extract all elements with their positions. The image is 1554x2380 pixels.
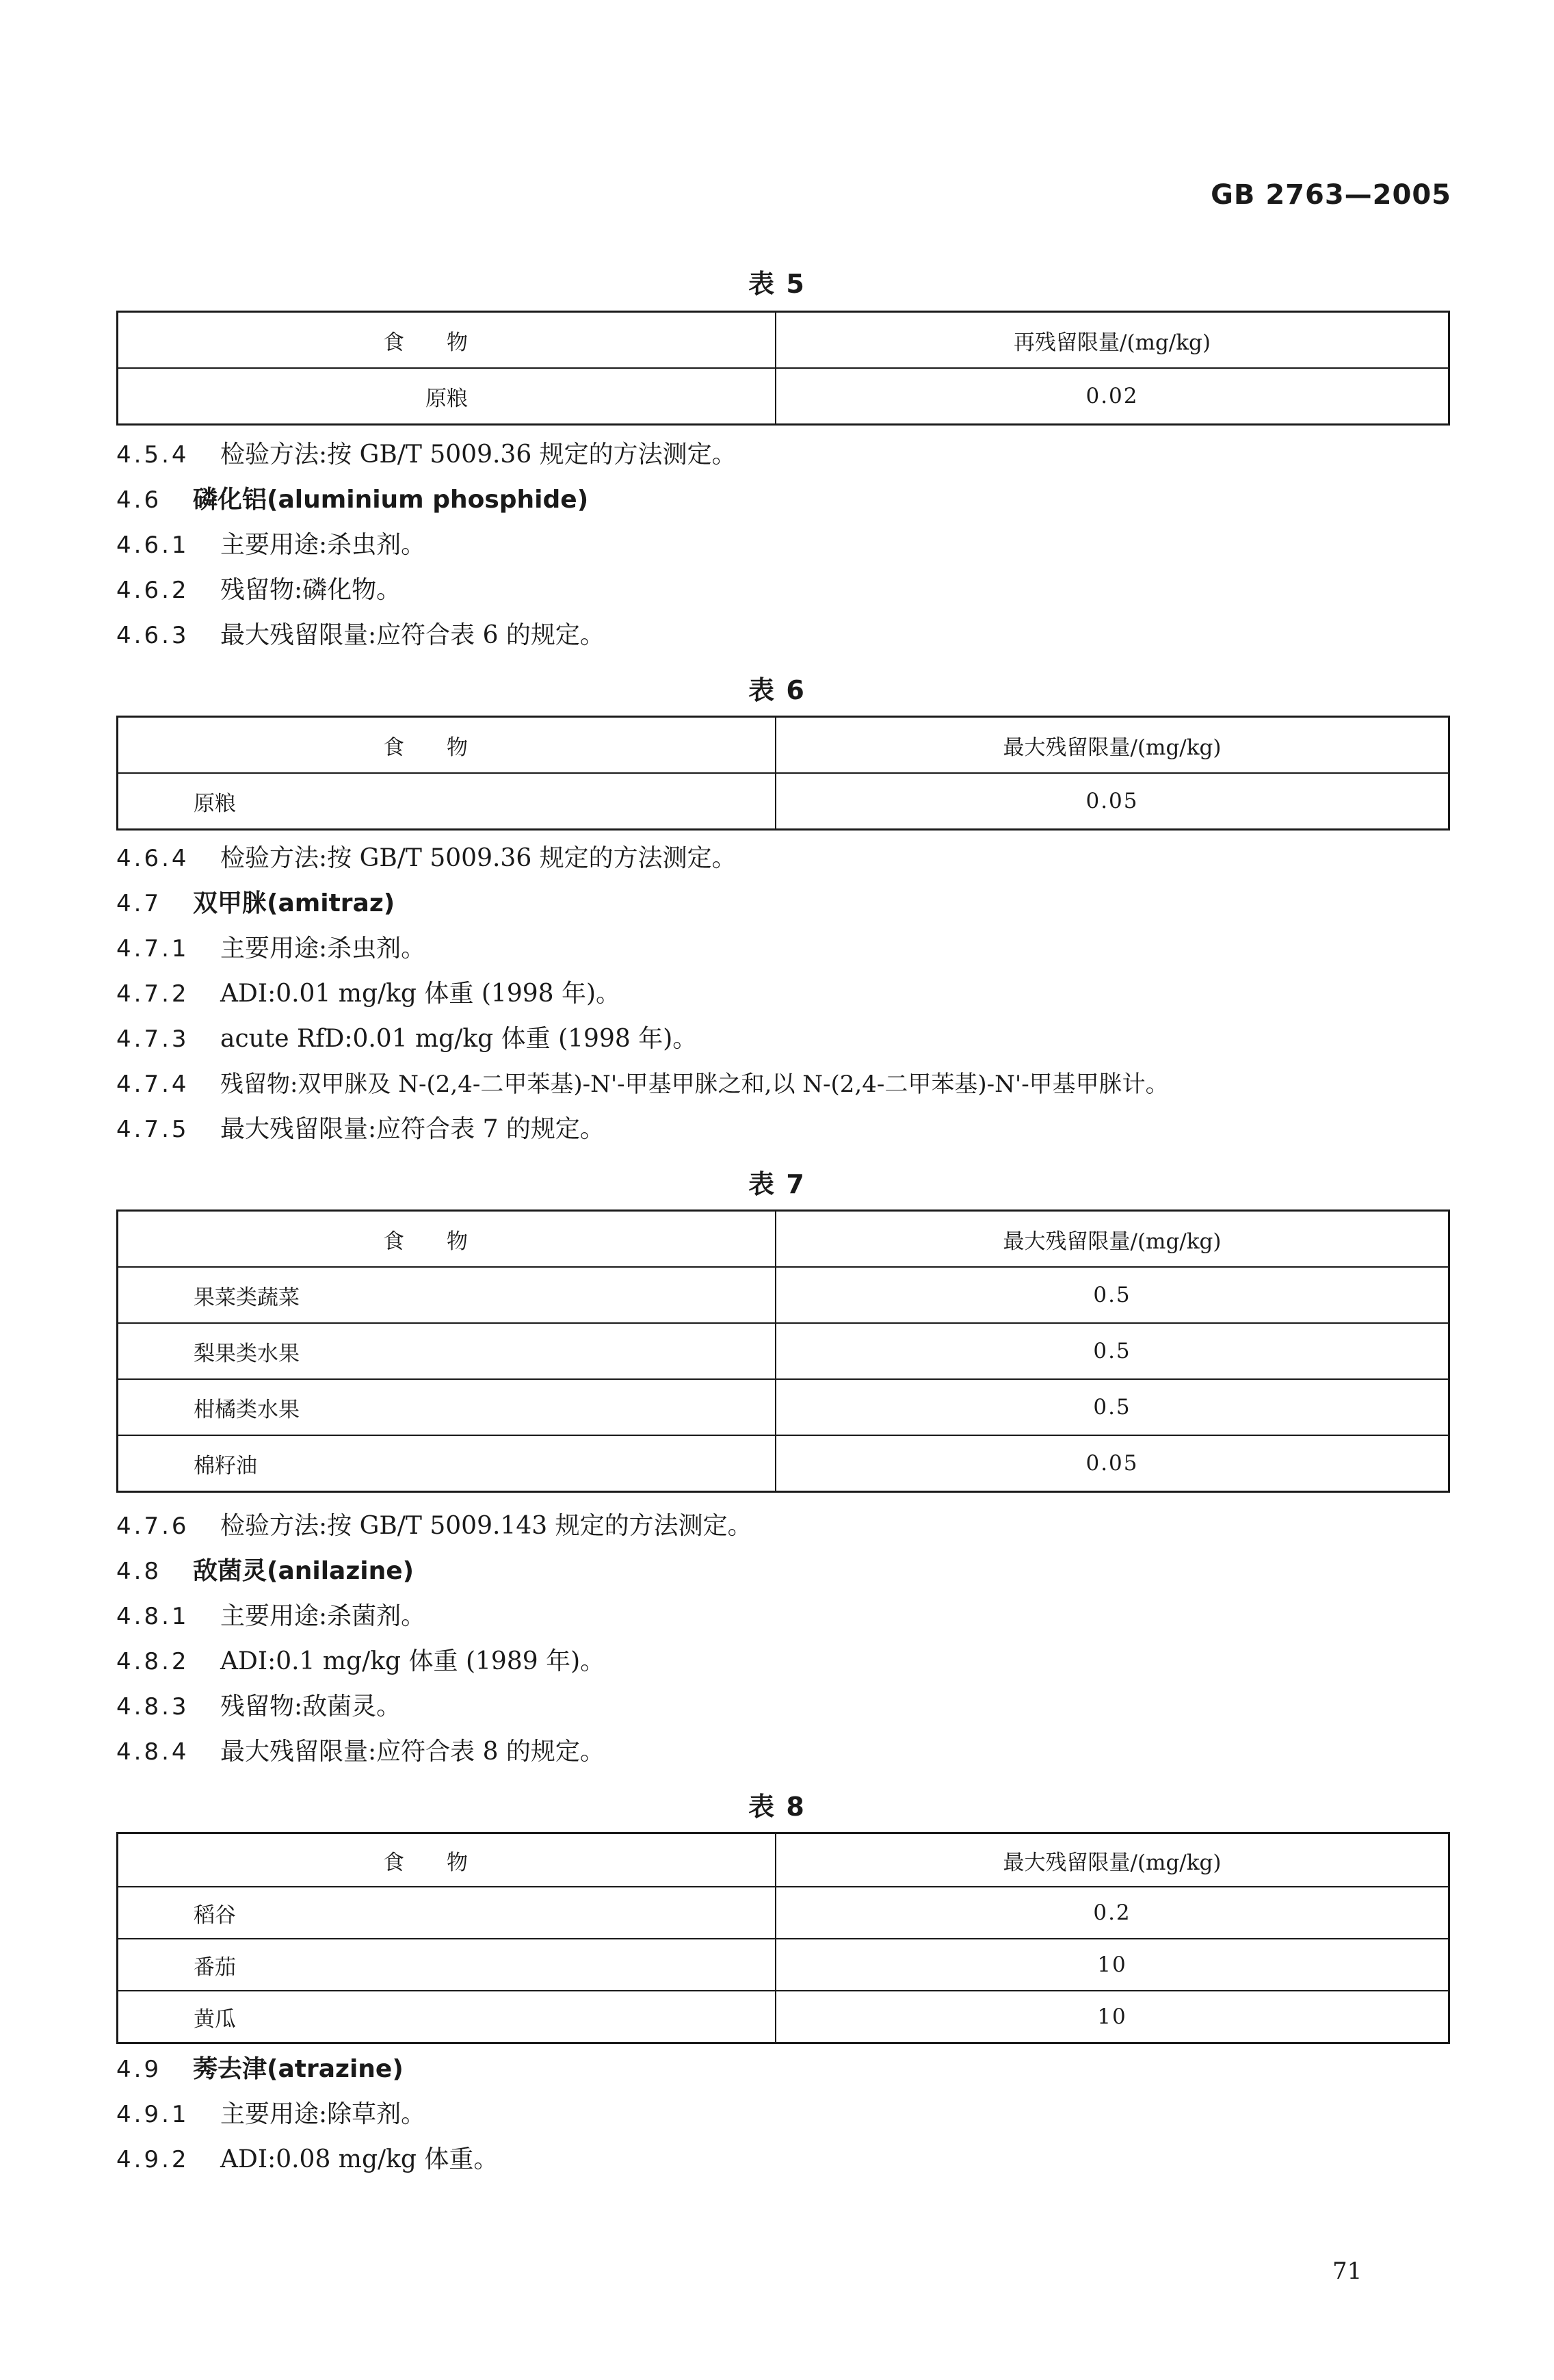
food-cell: 原粮 xyxy=(118,368,776,425)
clause-line xyxy=(116,2099,425,2130)
page-number: 71 xyxy=(1332,2258,1362,2285)
clause-text: 最大残留限量:应符合表 8 的规定。 xyxy=(220,1738,605,1766)
clause-line xyxy=(116,575,401,606)
food-cell: 梨果类水果 xyxy=(118,1323,776,1379)
section-title: 双甲脒(amitraz) xyxy=(193,889,395,917)
table-row xyxy=(118,1323,1449,1379)
value-cell: 0.02 xyxy=(776,368,1449,425)
table5 xyxy=(116,311,1450,426)
clause-text: 检验方法:按 GB/T 5009.36 规定的方法测定。 xyxy=(220,844,737,872)
clause-line xyxy=(116,1601,425,1632)
table5-caption: 表 5 xyxy=(748,269,806,299)
table7 xyxy=(116,1209,1450,1493)
table6 xyxy=(116,716,1450,831)
clause-number: 4.9.1 xyxy=(116,2101,189,2128)
clause-text: 最大残留限量:应符合表 7 的规定。 xyxy=(220,1115,605,1143)
clause-line xyxy=(116,843,737,874)
standard-number-header: GB 2763—2005 xyxy=(1211,179,1451,211)
clause-number: 4.8.2 xyxy=(116,1648,189,1675)
col-food-header: 食物 xyxy=(118,1211,776,1268)
value-cell: 0.05 xyxy=(776,773,1449,830)
clause-text: 检验方法:按 GB/T 5009.143 规定的方法测定。 xyxy=(220,1512,752,1540)
section-title: 敌菌灵(anilazine) xyxy=(193,1557,414,1585)
food-cell: 番茄 xyxy=(118,1939,776,1991)
section-number: 4.6 xyxy=(116,486,162,514)
clause-text: ADI:0.01 mg/kg 体重 (1998 年)。 xyxy=(220,980,621,1008)
clause-number: 4.7.6 xyxy=(116,1513,189,1540)
clause-number: 4.6.4 xyxy=(116,845,189,872)
value-cell: 0.5 xyxy=(776,1379,1449,1435)
clause-text: 最大残留限量:应符合表 6 的规定。 xyxy=(220,621,605,649)
table-header-row xyxy=(118,312,1449,369)
food-cell: 稻谷 xyxy=(118,1887,776,1939)
clause-number: 4.8.3 xyxy=(116,1693,189,1721)
clause-text: 主要用途:杀菌剂。 xyxy=(220,1602,426,1630)
value-cell: 0.05 xyxy=(776,1435,1449,1492)
clause-line xyxy=(116,1114,605,1145)
section-number: 4.7 xyxy=(116,890,162,917)
col-limit-header: 最大残留限量/(mg/kg) xyxy=(776,1833,1449,1887)
clause-line xyxy=(116,1691,401,1723)
clause-number: 4.7.3 xyxy=(116,1025,189,1053)
table7-caption: 表 7 xyxy=(748,1169,806,1199)
table-row xyxy=(118,1435,1449,1492)
table8-caption: 表 8 xyxy=(748,1792,806,1822)
clause-number: 4.7.4 xyxy=(116,1071,189,1098)
clause-number: 4.9.2 xyxy=(116,2146,189,2173)
section-heading xyxy=(116,484,588,516)
clause-line xyxy=(116,933,425,965)
table-row xyxy=(118,1267,1449,1323)
clause-line xyxy=(116,529,425,561)
clause-line xyxy=(116,1069,1169,1100)
clause-text: 主要用途:杀虫剂。 xyxy=(220,531,426,559)
table-header-row xyxy=(118,1833,1449,1887)
col-food-header: 食物 xyxy=(118,1833,776,1887)
food-cell: 黄瓜 xyxy=(118,1991,776,2043)
clause-text: 残留物:磷化物。 xyxy=(220,576,401,604)
clause-line xyxy=(116,1023,697,1055)
table-header-row xyxy=(118,717,1449,774)
table-row xyxy=(118,1939,1449,1991)
value-cell: 0.5 xyxy=(776,1267,1449,1323)
clause-line xyxy=(116,1646,605,1677)
clause-number: 4.7.2 xyxy=(116,980,189,1008)
table8 xyxy=(116,1832,1450,2044)
clause-number: 4.6.1 xyxy=(116,532,189,559)
clause-number: 4.8.1 xyxy=(116,1603,189,1630)
food-cell: 柑橘类水果 xyxy=(118,1379,776,1435)
table6-caption: 表 6 xyxy=(748,675,806,705)
section-number: 4.9 xyxy=(116,2056,162,2083)
clause-line xyxy=(116,1736,605,1768)
food-cell: 棉籽油 xyxy=(118,1435,776,1492)
table-row xyxy=(118,1379,1449,1435)
food-cell: 原粮 xyxy=(118,773,776,830)
section-number: 4.8 xyxy=(116,1558,162,1585)
clause-number: 4.6.2 xyxy=(116,577,189,604)
col-limit-header: 最大残留限量/(mg/kg) xyxy=(776,717,1449,774)
clause-text: 检验方法:按 GB/T 5009.36 规定的方法测定。 xyxy=(220,441,737,469)
food-cell: 果菜类蔬菜 xyxy=(118,1267,776,1323)
clause-line xyxy=(116,620,605,651)
table-row xyxy=(118,368,1449,425)
clause-number: 4.7.1 xyxy=(116,935,189,963)
value-cell: 10 xyxy=(776,1991,1449,2043)
clause-text: ADI:0.1 mg/kg 体重 (1989 年)。 xyxy=(220,1647,605,1675)
clause-text: 主要用途:除草剂。 xyxy=(220,2100,426,2128)
clause-number: 4.5.4 xyxy=(116,441,189,469)
clause-text: 残留物:敌菌灵。 xyxy=(220,1692,401,1721)
section-heading xyxy=(116,1556,414,1587)
col-food-header: 食物 xyxy=(118,312,776,369)
table-row xyxy=(118,1991,1449,2043)
table-row xyxy=(118,773,1449,830)
clause-line xyxy=(116,1511,752,1542)
value-cell: 0.5 xyxy=(776,1323,1449,1379)
col-limit-header: 再残留限量/(mg/kg) xyxy=(776,312,1449,369)
clause-text: 残留物:双甲脒及 N-(2,4-二甲苯基)-N'-甲基甲脒之和,以 N-(2,4-二甲苯基)-N'-甲基甲脒计。 xyxy=(220,1071,1169,1098)
value-cell: 0.2 xyxy=(776,1887,1449,1939)
value-cell: 10 xyxy=(776,1939,1449,1991)
col-food-header: 食物 xyxy=(118,717,776,774)
clause-line xyxy=(116,978,620,1010)
section-title: 莠去津(atrazine) xyxy=(193,2055,404,2083)
clause-line xyxy=(116,439,737,471)
clause-number: 4.6.3 xyxy=(116,622,189,649)
clause-text: acute RfD:0.01 mg/kg 体重 (1998 年)。 xyxy=(220,1025,698,1053)
table-header-row xyxy=(118,1211,1449,1268)
clause-number: 4.8.4 xyxy=(116,1738,189,1766)
clause-text: 主要用途:杀虫剂。 xyxy=(220,934,426,963)
table-row xyxy=(118,1887,1449,1939)
section-title: 磷化铝(aluminium phosphide) xyxy=(193,486,589,514)
clause-text: ADI:0.08 mg/kg 体重。 xyxy=(220,2145,499,2173)
col-limit-header: 最大残留限量/(mg/kg) xyxy=(776,1211,1449,1268)
section-heading xyxy=(116,2054,404,2085)
section-heading xyxy=(116,888,395,919)
clause-line xyxy=(116,2144,498,2175)
clause-number: 4.7.5 xyxy=(116,1116,189,1143)
